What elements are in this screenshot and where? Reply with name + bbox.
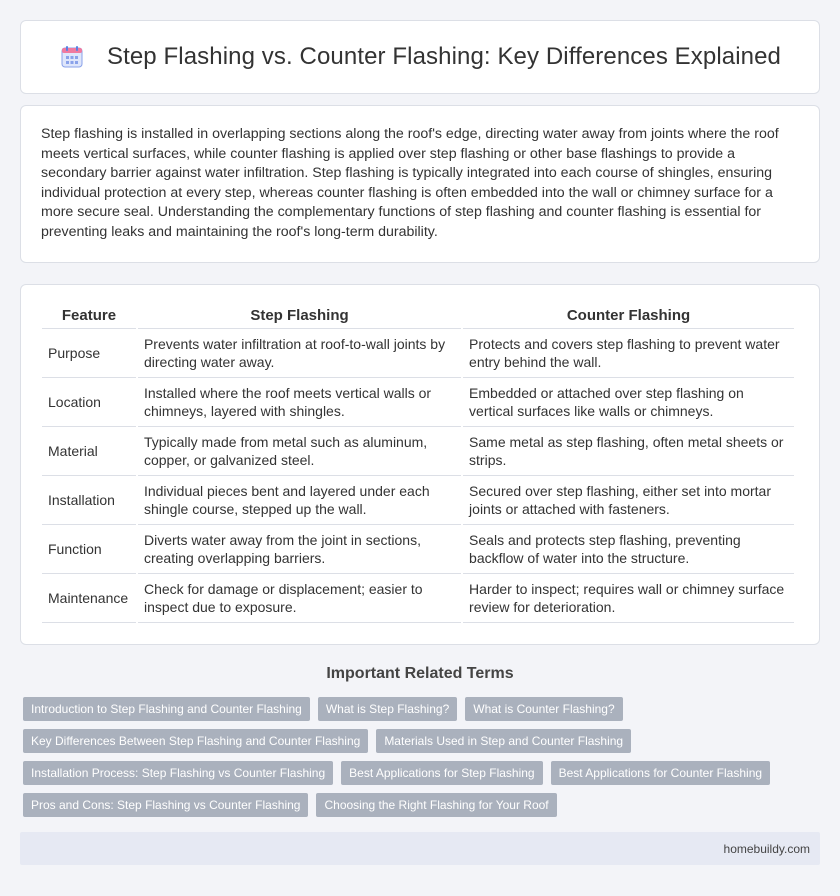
tag-row [23, 697, 823, 721]
feature-cell: Purpose [42, 329, 136, 378]
page-title: Step Flashing vs. Counter Flashing: Key Differences Explained [106, 43, 781, 70]
tag-row [23, 761, 823, 785]
table-row [42, 525, 794, 574]
header-feature: Feature [42, 303, 136, 329]
step-flashing-cell: Check for damage or displacement; easier to inspect due to exposure. [138, 574, 461, 623]
tag-row [23, 793, 823, 817]
step-flashing-cell: Typically made from metal such as aluminum, copper, or galvanized steel. [138, 427, 461, 476]
footer [20, 832, 820, 865]
step-flashing-cell: Diverts water away from the joint in sections, creating overlapping barriers. [138, 525, 461, 574]
step-flashing-cell: Individual pieces bent and layered under each shingle course, stepped up the wall. [138, 476, 461, 525]
related-terms-list [23, 697, 823, 825]
feature-cell: Material [42, 427, 136, 476]
related-term-tag[interactable]: Best Applications for Counter Flashing [551, 761, 770, 785]
counter-flashing-cell: Protects and covers step flashing to prevent water entry behind the wall. [463, 329, 794, 378]
related-term-tag[interactable]: Pros and Cons: Step Flashing vs Counter Flashing [23, 793, 308, 817]
related-term-tag[interactable]: What is Step Flashing? [318, 697, 457, 721]
header-step-flashing: Step Flashing [138, 303, 461, 329]
table-row [42, 427, 794, 476]
tag-row [23, 729, 823, 753]
comparison-table-card [20, 284, 820, 645]
footer-site-name: homebuildy.com [723, 841, 810, 856]
related-term-tag[interactable]: Key Differences Between Step Flashing and Counter Flashing [23, 729, 368, 753]
table-row [42, 476, 794, 525]
related-term-tag[interactable]: Materials Used in Step and Counter Flashing [376, 729, 631, 753]
counter-flashing-cell: Seals and protects step flashing, preventing backflow of water into the structure. [463, 525, 794, 574]
related-term-tag[interactable]: Introduction to Step Flashing and Counter Flashing [23, 697, 310, 721]
step-flashing-cell: Installed where the roof meets vertical walls or chimneys, layered with shingles. [138, 378, 461, 427]
step-flashing-cell: Prevents water infiltration at roof-to-wall joints by directing water away. [138, 329, 461, 378]
related-term-tag[interactable]: Best Applications for Step Flashing [341, 761, 542, 785]
calendar-icon [59, 44, 85, 70]
table-header-row [42, 303, 794, 329]
counter-flashing-cell: Harder to inspect; requires wall or chimney surface review for deterioration. [463, 574, 794, 623]
header-counter-flashing: Counter Flashing [463, 303, 794, 329]
header-card [20, 20, 820, 94]
related-term-tag[interactable]: Installation Process: Step Flashing vs Counter Flashing [23, 761, 333, 785]
feature-cell: Location [42, 378, 136, 427]
feature-cell: Installation [42, 476, 136, 525]
feature-cell: Maintenance [42, 574, 136, 623]
intro-card [20, 105, 820, 263]
table-row [42, 378, 794, 427]
counter-flashing-cell: Secured over step flashing, either set into mortar joints or attached with fasteners. [463, 476, 794, 525]
intro-paragraph: Step flashing is installed in overlapping sections along the roof's edge, directing water away from joints where the roof meets vertical surfaces, while counter flashing is applied over step flashing or other base flashings to provide a secondary barrier against water infiltration. Step flashing is typically integrated into each course of shingles, ensuring individual protection at every step, whereas counter flashing is often embedded into the wall or chimney surface for a more secure seal. Understanding the complementary functions of step flashing and counter flashing is essential for preventing leaks and maintaining the roof's long-term durability. [41, 126, 779, 240]
table-row [42, 574, 794, 623]
counter-flashing-cell: Embedded or attached over step flashing on vertical surfaces like walls or chimneys. [463, 378, 794, 427]
feature-cell: Function [42, 525, 136, 574]
title-wrap [59, 43, 781, 71]
related-terms-title: Important Related Terms [326, 665, 514, 682]
related-term-tag[interactable]: Choosing the Right Flashing for Your Roof [316, 793, 556, 817]
table-row [42, 329, 794, 378]
related-term-tag[interactable]: What is Counter Flashing? [465, 697, 622, 721]
comparison-table [40, 303, 796, 623]
counter-flashing-cell: Same metal as step flashing, often metal sheets or strips. [463, 427, 794, 476]
